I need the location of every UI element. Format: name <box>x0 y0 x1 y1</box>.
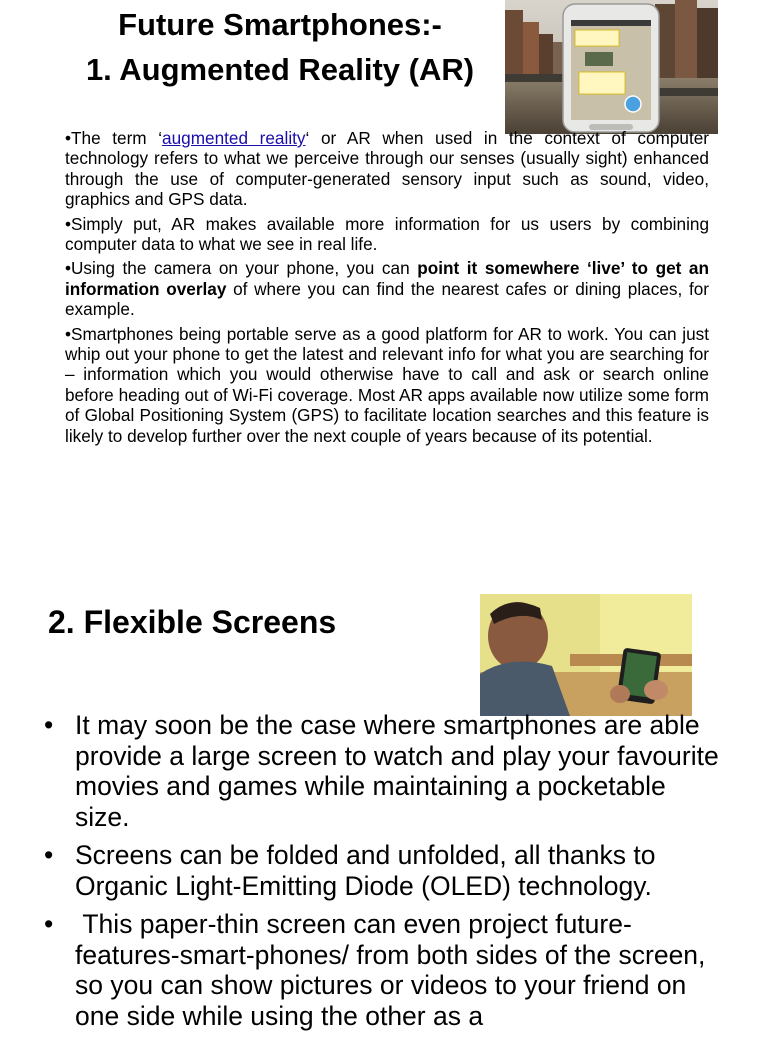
slide-title: 2. Flexible Screens <box>48 604 337 640</box>
flexible-screens-bullet-list <box>44 710 724 1039</box>
ar-paragraph-2: •Simply put, AR makes available more information for us users by combining computer data to what we see in real life. <box>65 213 709 255</box>
bullet-text: This paper-thin screen can even project future-features-smart-phones/ from both sides of the screen, so you can show pictures or videos to your friend on one side while using the other as a <box>75 909 713 1031</box>
ar-p3-bold-text: point it somewhere ‘live’ to get an information overlay <box>65 258 709 299</box>
slide-flexible-screens <box>0 560 768 1031</box>
bullet-icon: • <box>44 909 54 939</box>
slide-title <box>40 2 520 92</box>
flexible-screen-photo <box>480 594 692 716</box>
title-line-1: Future Smartphones:- <box>118 7 442 42</box>
bullet-icon: • <box>44 710 54 740</box>
list-item <box>44 909 724 1031</box>
ar-p3-text-end: of where you can find the nearest cafes or dining places, for example. <box>65 278 709 320</box>
ar-p1-text-end: ‘ or AR when used in the context of computer technology refers to what we perceive through our senses (usually sight) enhanced through the use of computer-generated sensory input such as sound, video, graphics and GPS data. <box>65 128 709 210</box>
augmented-reality-link[interactable]: augmented reality <box>162 128 306 148</box>
ar-paragraph-3 <box>65 258 709 319</box>
list-item <box>44 840 724 901</box>
bullet-text: It may soon be the case where smartphones are able provide a large screen to watch and play your favourite movies and games while maintaining a pocketable size. <box>75 710 719 832</box>
ar-phone-canal-photo <box>505 0 718 134</box>
title-line-2: 1. Augmented Reality (AR) <box>85 52 475 87</box>
bullet-text: Screens can be folded and unfolded, all thanks to Organic Light-Emitting Diode (OLED) technology. <box>75 840 656 901</box>
list-item <box>44 710 724 832</box>
ar-body-text <box>65 128 709 450</box>
ar-paragraph-4: •Smartphones being portable serve as a good platform for AR to work. You can just whip out your phone to get the latest and relevant info for what you are searching for – information which you would otherwise have to call and ask or search online before heading out of Wi-Fi coverage. Most AR apps available now utilize some form of Global Positioning System (GPS) to facilitate location searches and this feature is likely to develop further over the next couple of years because of its potential. <box>65 323 709 446</box>
ar-p1-text-start: •The term ‘ <box>65 128 163 148</box>
bullet-icon: • <box>44 840 54 870</box>
ar-paragraph-1 <box>65 128 709 210</box>
ar-p3-text-start: •Using the camera on your phone, you can <box>65 258 418 279</box>
